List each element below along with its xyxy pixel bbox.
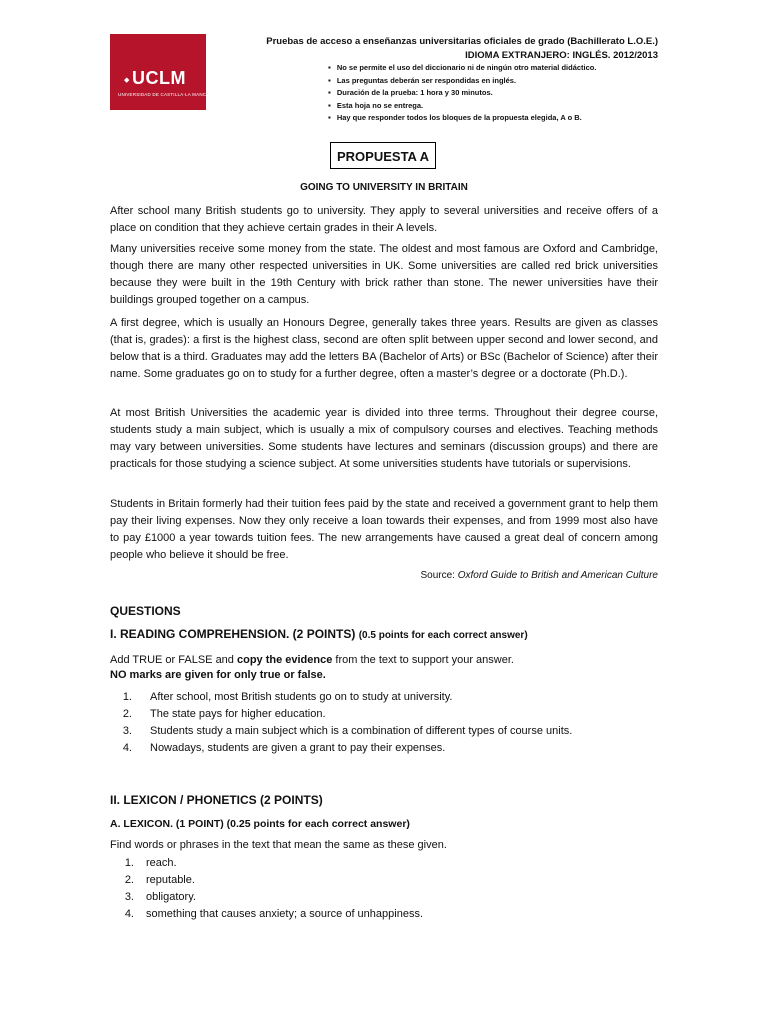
item-text: reputable. <box>146 874 195 886</box>
item-text: Nowadays, students are given a grant to pay their expenses. <box>150 742 446 754</box>
logo-diamond-icon: ◆ <box>124 77 130 84</box>
list-item <box>110 740 572 757</box>
lexicon-list <box>110 855 423 923</box>
item-text: something that causes anxiety; a source of unhappiness. <box>146 908 424 920</box>
article-source <box>420 570 658 581</box>
instruction-pre: Add TRUE or FALSE and <box>110 654 237 666</box>
reading-comprehension-heading <box>110 627 528 641</box>
source-reference: Oxford Guide to British and American Culture <box>457 570 658 581</box>
reading-points-note: (0.5 points for each correct answer) <box>358 630 528 641</box>
exam-header-line2: IDIOMA EXTRANJERO: INGLÉS. 2012/2013 <box>465 50 658 61</box>
lexicon-heading: II. LEXICON / PHONETICS (2 POINTS) <box>110 793 323 807</box>
reading-heading-text: I. READING COMPREHENSION. (2 POINTS) <box>110 627 356 641</box>
reading-instructions <box>110 653 514 683</box>
propuesta-box: PROPUESTA A <box>330 142 436 169</box>
lexicon-subheading: A. LEXICON. (1 POINT) (0.25 points for each correct answer) <box>110 818 410 830</box>
list-item <box>110 872 423 889</box>
list-item <box>110 889 423 906</box>
article-paragraph: Many universities receive some money from the state. The oldest and most famous are Oxford and Cambridge, though there are many other respected universities in UK. Some universities are called red brick universities because they were built in the 19th Century with brick rather than stone. The newer universities have their buildings grouped together on a campus. <box>110 243 658 306</box>
rule-item: ▪ Las preguntas deberán ser respondidas en inglés. <box>328 75 596 88</box>
exam-header-line1: Pruebas de acceso a enseñanzas universitarias oficiales de grado (Bachillerato L.O.E.) <box>266 36 658 47</box>
instruction-bold: copy the evidence <box>236 654 333 666</box>
rule-item: ▪ Esta hoja no se entrega. <box>328 100 596 113</box>
item-text: reach. <box>146 857 177 869</box>
instruction-line <box>110 653 514 668</box>
exam-rules-list <box>328 62 596 125</box>
list-item <box>110 906 423 923</box>
rule-item: ▪ Duración de la prueba: 1 hora y 30 minutos. <box>328 87 596 100</box>
item-number: 3. <box>122 725 132 737</box>
instruction-line-2: NO marks are given for only true or false. <box>110 669 326 681</box>
rule-item: ▪ Hay que responder todos los bloques de la propuesta elegida, A o B. <box>328 112 596 125</box>
article-paragraph: At most British Universities the academic year is divided into three terms. Throughout their degree course, students study a main subject, which is usually a mix of compulsory courses and electives. Teaching methods may vary between universities. Some students have lectures and seminars (discussion groups) and there are practicals for those studying a science subject. At some universities students have tutorials or supervisions. <box>110 407 658 470</box>
logo-wordmark: UCLM <box>132 68 186 88</box>
article-paragraph: Students in Britain formerly had their tuition fees paid by the state and received a government grant to help them pay their living expenses. Now they only receive a loan towards their expenses, and from 1999 most also have to pay £1000 a year towards tuition fees. The new arrangements have caused a great deal of concern among people who believe it should be free. <box>110 498 658 561</box>
uclm-logo <box>110 34 213 110</box>
rule-item: ▪ No se permite el uso del diccionario ni de ningún otro material didáctico. <box>328 62 596 75</box>
item-number: 4. <box>124 908 134 920</box>
article-title: GOING TO UNIVERSITY IN BRITAIN <box>300 182 468 193</box>
source-label: Source: <box>420 570 455 581</box>
item-number: 1. <box>124 857 134 869</box>
item-text: Students study a main subject which is a combination of different types of course units. <box>150 725 573 737</box>
lexicon-instruction: Find words or phrases in the text that mean the same as these given. <box>110 839 447 851</box>
item-text: After school, most British students go on to study at university. <box>150 691 453 703</box>
article-paragraph: A first degree, which is usually an Honours Degree, generally takes three years. Results are given as classes (that is, grades): a first is the highest class, second are often split between upper second and lower second, and below that is a third. Graduates may add the letters BA (Bachelor of Arts) or BSc (Bachelor of Science) after their name. Some graduates go on to study for a further degree, often a master’s degree or a doctorate (Ph.D.). <box>110 317 658 380</box>
list-item <box>110 706 572 723</box>
logo-subtitle: UNIVERSIDAD DE CASTILLA-LA MANCHA <box>118 92 213 97</box>
list-item <box>110 855 423 872</box>
item-number: 3. <box>124 891 134 903</box>
item-number: 2. <box>124 874 134 886</box>
instruction-post: from the text to support your answer. <box>332 654 514 666</box>
item-text: obligatory. <box>146 891 196 903</box>
item-number: 4. <box>122 742 132 754</box>
article-paragraph: After school many British students go to university. They apply to several universities and receive offers of a place on condition that they achieve certain grades in their A levels. <box>110 205 658 234</box>
reading-questions-list <box>110 689 572 757</box>
item-text: The state pays for higher education. <box>150 708 326 720</box>
list-item <box>110 689 572 706</box>
item-number: 1. <box>122 691 132 703</box>
questions-heading: QUESTIONS <box>110 604 181 618</box>
item-number: 2. <box>122 708 132 720</box>
list-item <box>110 723 572 740</box>
